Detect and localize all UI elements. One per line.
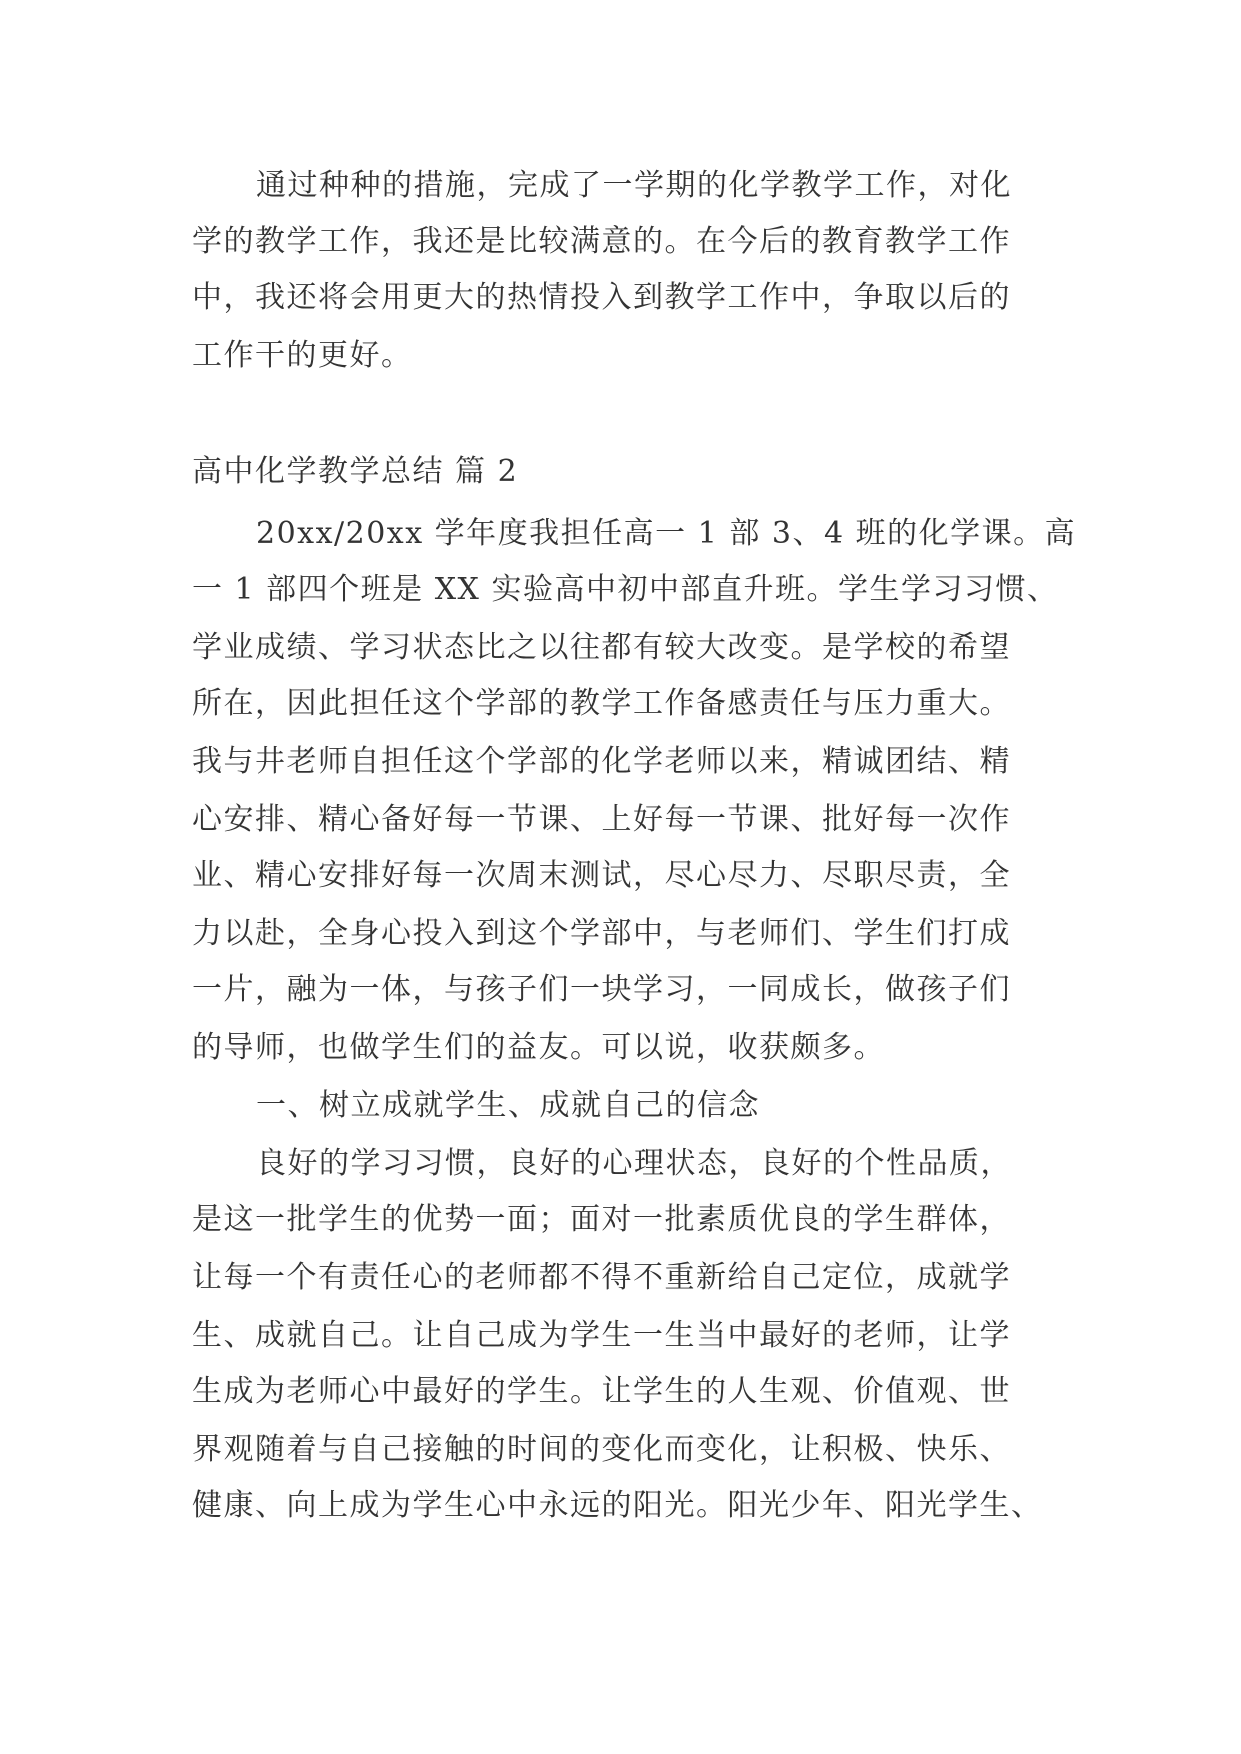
section-title: 高中化学教学总结 篇 2	[192, 454, 519, 489]
paragraph-2-line-3: 学业成绩、学习状态比之以往都有较大改变。是学校的希望	[192, 630, 1011, 665]
paragraph-3-line-3: 让每一个有责任心的老师都不得不重新给自己定位，成就学	[192, 1260, 1011, 1295]
paragraph-3-line-6: 界观随着与自己接触的时间的变化而变化，让积极、快乐、	[192, 1432, 1011, 1467]
paragraph-3-line-4: 生、成就自己。让自己成为学生一生当中最好的老师，让学	[192, 1318, 1011, 1353]
subheading-1: 一、树立成就学生、成就自己的信念	[256, 1088, 760, 1123]
paragraph-3-line-2: 是这一批学生的优势一面；面对一批素质优良的学生群体，	[192, 1202, 1011, 1237]
paragraph-2-line-10: 的导师，也做学生们的益友。可以说，收获颇多。	[192, 1030, 885, 1065]
paragraph-2-line-7: 业、精心安排好每一次周末测试，尽心尽力、尽职尽责，全	[192, 858, 1011, 893]
paragraph-2-line-2: 一 1 部四个班是 XX 实验高中初中部直升班。学生学习习惯、	[192, 572, 1059, 607]
paragraph-2-line-4: 所在，因此担任这个学部的教学工作备感责任与压力重大。	[192, 686, 1011, 721]
paragraph-2-line-6: 心安排、精心备好每一节课、上好每一节课、批好每一次作	[192, 802, 1011, 837]
paragraph-3-line-7: 健康、向上成为学生心中永远的阳光。阳光少年、阳光学生、	[192, 1488, 1043, 1523]
paragraph-2-line-1: 20xx/20xx 学年度我担任高一 1 部 3、4 班的化学课。高	[256, 516, 1077, 551]
paragraph-3-line-5: 生成为老师心中最好的学生。让学生的人生观、价值观、世	[192, 1374, 1011, 1409]
paragraph-1-line-1: 通过种种的措施，完成了一学期的化学教学工作，对化	[256, 168, 1012, 203]
paragraph-3-line-1: 良好的学习习惯，良好的心理状态，良好的个性品质，	[256, 1146, 1012, 1181]
paragraph-1-line-3: 中，我还将会用更大的热情投入到教学工作中，争取以后的	[192, 280, 1011, 315]
paragraph-2-line-8: 力以赴，全身心投入到这个学部中，与老师们、学生们打成	[192, 916, 1011, 951]
paragraph-1-line-2: 学的教学工作，我还是比较满意的。在今后的教育教学工作	[192, 224, 1011, 259]
paragraph-2-line-9: 一片，融为一体，与孩子们一块学习，一同成长，做孩子们	[192, 972, 1011, 1007]
paragraph-1-line-4: 工作干的更好。	[192, 338, 413, 373]
paragraph-2-line-5: 我与井老师自担任这个学部的化学老师以来，精诚团结、精	[192, 744, 1011, 779]
